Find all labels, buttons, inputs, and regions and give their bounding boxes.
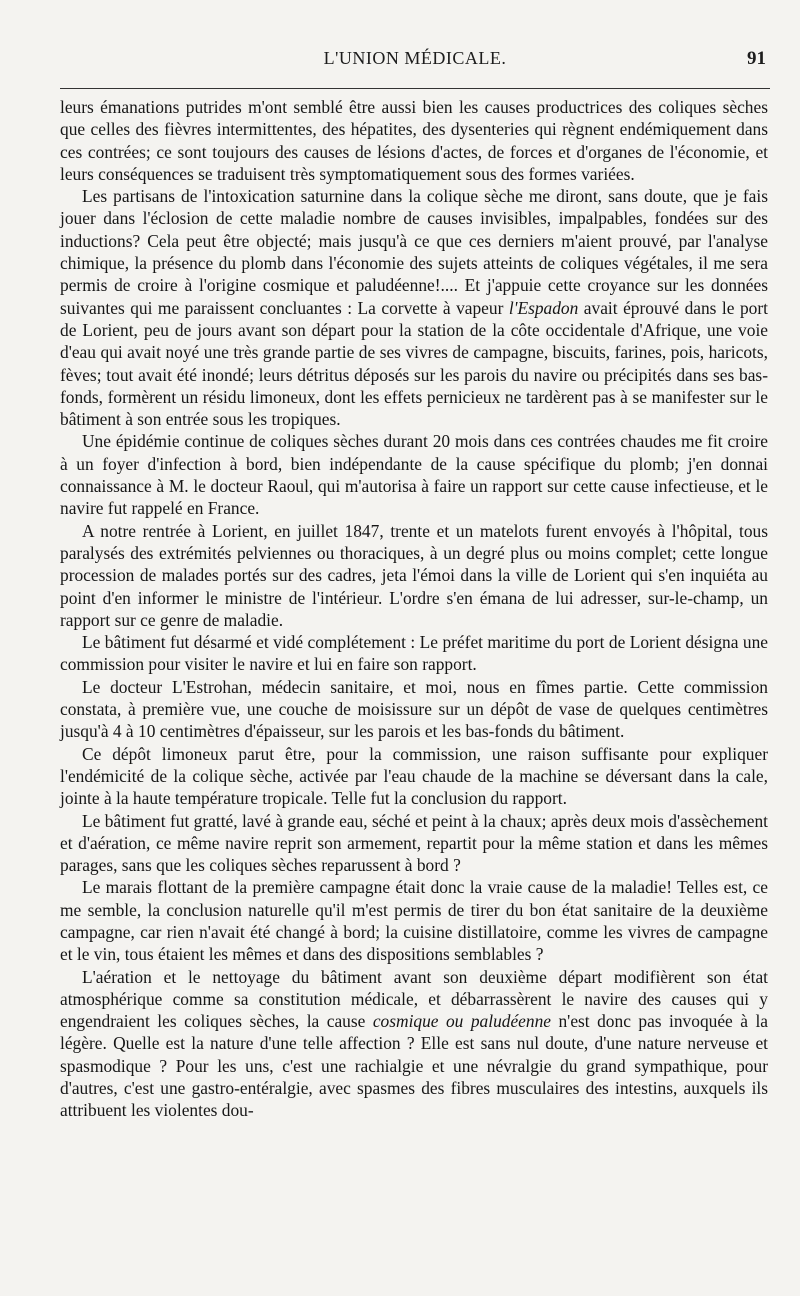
paragraph: leurs émanations putrides m'ont semblé être aussi bien les causes productrices des coliques sèches que celles des fièvres intermittentes, des hépatites, des dysenteries qui règnent endémiquement dans ces contrées; ce sont toujours des causes de lésions d'actes, de forces et d'organes de l'économie, et leurs conséquences se traduisent très symptomatiquement sous des formes variées. <box>60 97 768 184</box>
paragraph: Le marais flottant de la première campagne était donc la vraie cause de la maladie! Telles est, ce me semble, la conclusion naturelle qu'il m'est permis de tirer du bon état sanitaire de la deuxième campagne, car rien n'avait été changé à bord; la cuisine distillatoire, comme les vivres de campagne et le vin, tous étaient les mêmes et dans des dispositions semblables ? <box>60 877 768 965</box>
paragraph: Le bâtiment fut désarmé et vidé complétement : Le préfet maritime du port de Lorient désigna une commission pour visiter le navire et lui en faire son rapport. <box>60 632 768 675</box>
header-rule <box>60 88 770 89</box>
paragraph: Le docteur L'Estrohan, médecin sanitaire, et moi, nous en fîmes partie. Cette commission constata, à première vue, une couche de moisissure sur un dépôt de vase de quelques centimètres jusqu'à 4 à 10 centimètres d'épaisseur, sur les parois et les bas-fonds du bâtiment. <box>60 676 768 742</box>
paragraph: Le bâtiment fut gratté, lavé à grande eau, séché et peint à la chaux; après deux mois d'assèchement et d'aération, ce même navire reprit son armement, repartit pour la même station et dans les mêmes parages, sans que les coliques sèches reparussent à bord ? <box>60 810 768 876</box>
paragraph: Les partisans de l'intoxication saturnine dans la colique sèche me diront, sans doute, que je fais jouer dans l'éclosion de cette maladie nombre de causes invisibles, impalpables, fondées sur des inductions? Cela peut être objecté; mais jusqu'à ce que ces derniers m'aient prouvé, par l'analyse chimique, la présence du plomb dans l'économie des sujets atteints de coliques végétales, il me sera permis de croire à l'origine cosmique et paludéenne!.... Et j'appuie cette croyance sur les données suivantes qui me paraissent concluantes : La corvette à vapeur l'Espadon avait éprouvé dans le port de Lorient, peu de jours avant son départ pour la station de la côte occidentale d'Afrique, une voie d'eau qui avait noyé une très grande partie de ses vivres de campagne, biscuits, farines, pois, haricots, fèves; tout avait été inondé; leurs détritus déposés sur les parois du navire ou précipités dans ses bas-fonds, formèrent un résidu limoneux, dont les effets pernicieux ne tardèrent pas à se manifester sur le bâtiment à son entrée sous les tropiques. <box>60 186 768 430</box>
page-number: 91 <box>747 48 766 69</box>
paragraph: Ce dépôt limoneux parut être, pour la commission, une raison suffisante pour expliquer l'endémicité de la colique sèche, activée par l'eau chaude de la machine se déversant dans la cale, jointe à la haute température tropicale. Telle fut la conclusion du rapport. <box>60 743 768 809</box>
paragraph: L'aération et le nettoyage du bâtiment avant son deuxième départ modifièrent son état atmosphérique comme sa constitution médicale, et débarrassèrent le navire des causes qui y engendraient les coliques sèches, la cause cosmique ou paludéenne n'est donc pas invoquée à la légère. Quelle est la nature d'une telle affection ? Elle est sans nul doute, d'une nature nerveuse et spasmodique ? Pour les uns, c'est une rachialgie et une névralgie du grand sympathique, pour d'autres, c'est une gastro-entéralgie, avec spasmes des fibres musculaires des intestins, auxquels ils attribuent les violentes dou- <box>60 966 768 1121</box>
article-body <box>60 96 768 1122</box>
journal-title: L'UNION MÉDICALE. <box>323 48 507 68</box>
running-header <box>60 48 770 78</box>
paragraph: Une épidémie continue de coliques sèches durant 20 mois dans ces contrées chaudes me fit croire à un foyer d'infection à bord, bien indépendante de la cause spécifique du plomb; j'en donnai connaissance à M. le docteur Raoul, qui m'autorisa à faire un rapport sur cette cause infectieuse, et le navire fut rappelé en France. <box>60 431 768 519</box>
paragraph: A notre rentrée à Lorient, en juillet 1847, trente et un matelots furent envoyés à l'hôpital, tous paralysés des extrémités pelviennes ou thoraciques, à un degré plus ou moins complet; cette longue procession de malades portés sur des cadres, jeta l'émoi dans la ville de Lorient qui s'en inquiéta au point d'en informer le ministre de l'intérieur. L'ordre s'en émana de lui adresser, sur-le-champ, un rapport sur ce genre de maladie. <box>60 520 768 630</box>
